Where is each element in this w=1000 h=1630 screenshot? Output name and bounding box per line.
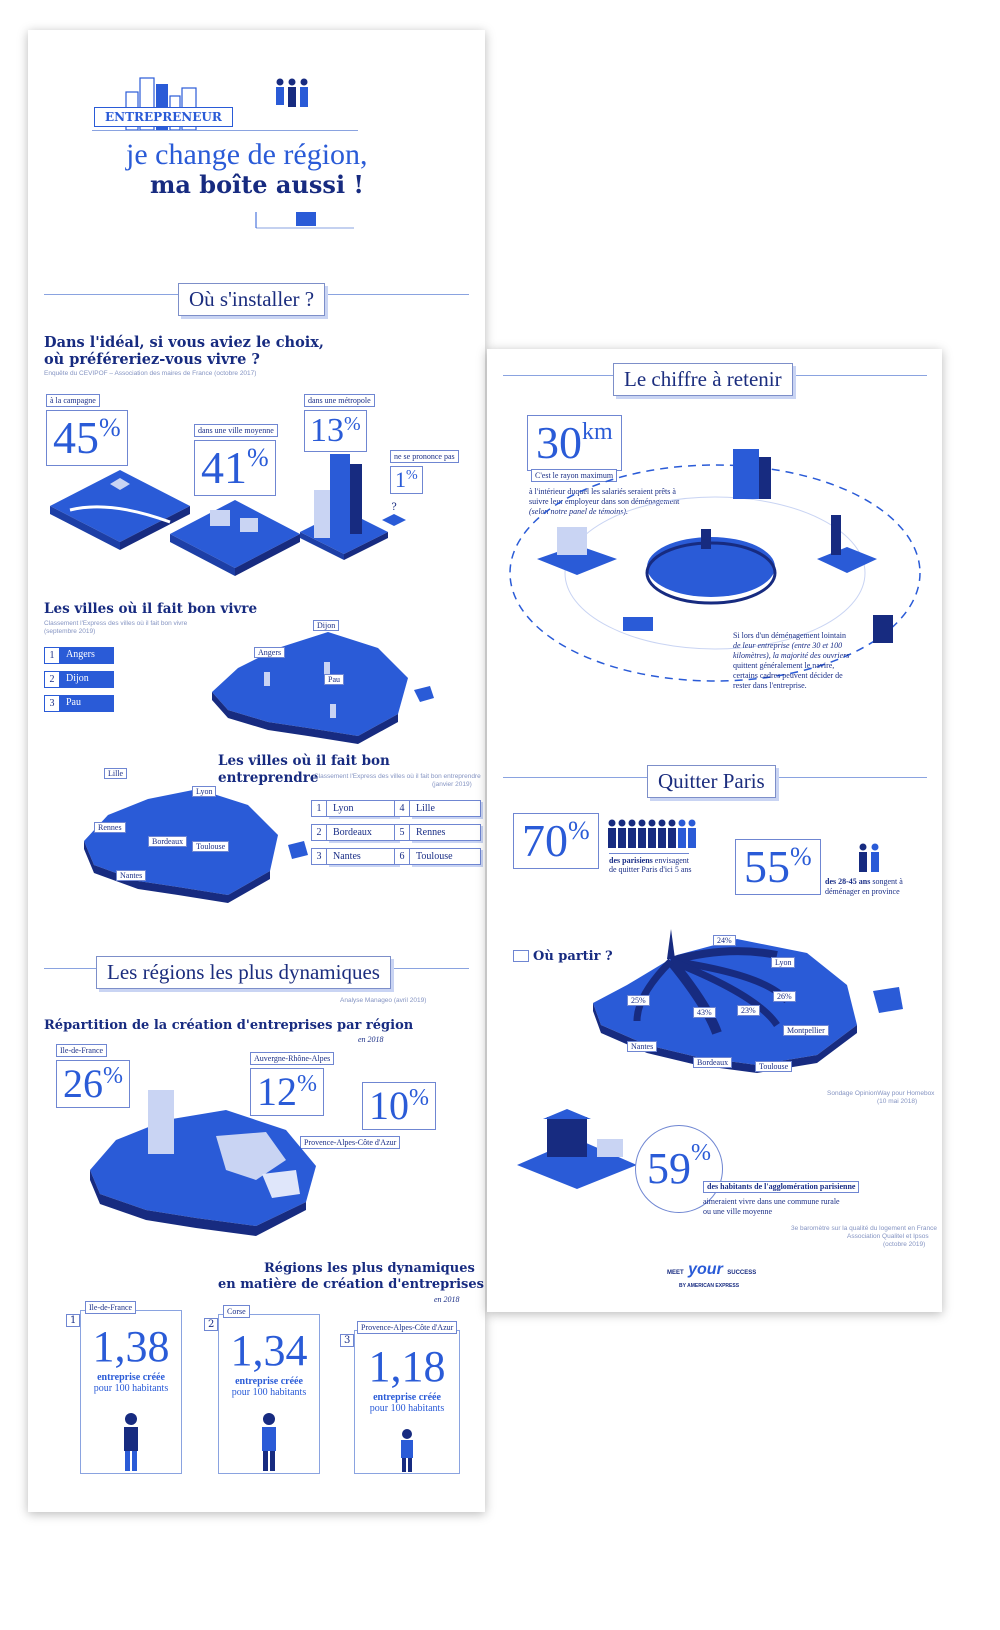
dynamic-card-3: [354, 1323, 460, 1474]
question-line-1: Dans l'idéal, si vous aviez le choix,: [44, 334, 324, 351]
stat-55-value: 55%: [735, 839, 821, 895]
km-note-4: quittent généralement le navire,: [733, 661, 835, 670]
bonvivre-source-2: (septembre 2019): [44, 628, 96, 635]
house-illustration: [517, 1109, 637, 1189]
bonvivre-rank-1: 1 Angers: [44, 647, 114, 664]
flow-pct-montpellier: 26%: [773, 991, 796, 1002]
share-value-ara: 12%: [250, 1068, 324, 1116]
amex-line: BY AMERICAN EXPRESS: [679, 1283, 740, 1289]
town-block: [170, 500, 300, 576]
section-title-quitter-paris: Quitter Paris: [647, 765, 776, 798]
map-city-lille: Lille: [104, 768, 127, 779]
card-value: 1,38: [92, 1322, 170, 1371]
section-title-regions: Les régions les plus dynamiques: [96, 956, 391, 989]
metropole-block: [300, 450, 388, 560]
map-city-lyon: Lyon: [192, 786, 216, 797]
card-value: 1,18: [368, 1342, 446, 1391]
card-unit-2: pour 100 habitants: [93, 1383, 169, 1394]
person-icon: [395, 1427, 419, 1473]
stat-59-text-1: des habitants de l'agglomération parisienne: [703, 1181, 859, 1193]
km-value: 30km: [527, 415, 622, 471]
entreprendre-rank-6: 6 Toulouse: [394, 848, 481, 865]
card-unit-1: entreprise créée: [97, 1372, 165, 1383]
pref-label-nsp: ne se prononce pas: [390, 450, 459, 463]
share-label-paca: Provence-Alpes-Côte d'Azur: [300, 1136, 400, 1149]
people-icon: [274, 78, 314, 114]
card-unit-2: pour 100 habitants: [231, 1387, 307, 1398]
map-city-toulouse: Toulouse: [192, 841, 229, 852]
flow-city-bordeaux: Bordeaux: [693, 1057, 732, 1068]
km-note-5: certains cadres peuvent décider de: [733, 671, 843, 680]
km-note-2: de leur entreprise (entre 30 et 100: [733, 641, 843, 650]
km-note-6: rester dans l'entreprise.: [733, 681, 807, 690]
entreprendre-rank-4: 4 Lille: [394, 800, 481, 817]
header-line-2: ma boîte aussi !: [150, 170, 364, 199]
crowd-icon: [607, 819, 703, 849]
share-value-idf: 26%: [56, 1060, 130, 1108]
header-line-1: je change de région,: [126, 138, 368, 171]
bonvivre-source-1: Classement l'Express des villes où il fait bon vivre: [44, 620, 188, 627]
share-value-paca: 10%: [362, 1082, 436, 1130]
stat-59-value: 59%: [635, 1125, 723, 1213]
right-infographic: [487, 349, 942, 1312]
entreprendre-title: Les villes où il fait bon entreprendre: [218, 753, 390, 786]
dynamic-rank-2: 2: [204, 1318, 218, 1331]
section-title-installer: Où s'installer ?: [178, 283, 325, 316]
flow-pct-bordeaux: 43%: [693, 1007, 716, 1018]
regions-year: en 2018: [358, 1035, 384, 1044]
card-region: Ile-de-France: [85, 1301, 136, 1314]
person-icon: [257, 1411, 281, 1471]
stat-59-text-2: aimeraient vivre dans une commune rurale: [703, 1197, 840, 1206]
regions-source: Analyse Manageo (avril 2019): [340, 997, 427, 1004]
card-region: Provence-Alpes-Côte d'Azur: [357, 1321, 457, 1334]
flow-pct-nantes: 25%: [627, 995, 650, 1006]
entreprendre-source-1: Classement l'Express des villes où il fait bon entreprendre: [314, 773, 481, 780]
bonvivre-rank-3: 3 Pau: [44, 695, 114, 712]
regions-subtitle: Répartition de la création d'entreprises par région: [44, 1018, 414, 1033]
question-line-2: où préféreriez-vous vivre ?: [44, 351, 260, 368]
flow-pct-lyon: 24%: [713, 935, 736, 946]
card-unit-1: entreprise créée: [373, 1392, 441, 1403]
stat-59-source-3: (octobre 2019): [883, 1241, 926, 1248]
flow-city-nantes: Nantes: [627, 1041, 657, 1052]
stat-70-text-2: de quitter Paris d'ici 5 ans: [609, 865, 692, 874]
flow-city-lyon: Lyon: [771, 957, 795, 968]
map-city-nantes: Nantes: [116, 870, 146, 881]
km-note-1: Si lors d'un déménagement lointain: [733, 631, 846, 640]
map-city-rennes: Rennes: [94, 822, 126, 833]
dynamic-title-1: Régions les plus dynamiques: [264, 1261, 475, 1276]
pref-value-ville-moyenne: 41%: [194, 440, 276, 496]
stat-55-text-2: déménager en province: [825, 887, 900, 896]
map-city-pau: Pau: [324, 674, 344, 685]
map-city-angers: Angers: [254, 647, 285, 658]
card-unit-2: pour 100 habitants: [369, 1403, 445, 1414]
flow-pct-toulouse: 23%: [737, 1005, 760, 1016]
dynamic-rank-3: 3: [340, 1334, 354, 1347]
share-label-ara: Auvergne-Rhône-Alpes: [250, 1052, 334, 1065]
stat-70-value: 70%: [513, 813, 599, 869]
box-icon: [256, 206, 356, 232]
radius-diagram: [501, 449, 931, 689]
km-tag: C'est le rayon maximum: [531, 469, 617, 482]
flow-city-montpellier: Montpellier: [783, 1025, 829, 1036]
meet-your-success-logo: MEET your SUCCESS: [667, 1261, 757, 1278]
entreprendre-rank-3: 3 Nantes: [311, 848, 398, 865]
stat-70-text-1: des parisiens envisagent: [609, 853, 689, 866]
svg-text:?: ?: [391, 502, 397, 513]
person-icon: [119, 1411, 143, 1471]
dynamic-title-2: en matière de création d'entreprises: [218, 1277, 484, 1292]
question-source: Enquête du CEVIPOF – Association des maires de France (octobre 2017): [44, 370, 257, 377]
flow-city-toulouse: Toulouse: [755, 1061, 792, 1072]
share-label-idf: Ile-de-France: [56, 1044, 107, 1057]
entreprendre-source-2: (janvier 2019): [432, 781, 472, 788]
partir-source-1: Sondage OpinionWay pour Homebox: [827, 1090, 935, 1097]
pref-label-metropole: dans une métropole: [304, 394, 375, 407]
km-note-3: kilomètres), la majorité des ouvriers: [733, 651, 850, 660]
stat-59-source-2: Association Qualitel et Ipsos: [847, 1233, 929, 1240]
card-unit-1: entreprise créée: [235, 1376, 303, 1387]
km-desc-2: suivre leur employeur dans son déménagement: [529, 497, 680, 506]
section-title-chiffre: Le chiffre à retenir: [613, 363, 793, 396]
entreprendre-rank-1: 1 Lyon: [311, 800, 398, 817]
km-desc-3: (selon notre panel de témoins).: [529, 507, 629, 516]
countryside-block: [50, 470, 190, 550]
entrepreneur-tag: ENTREPRENEUR: [94, 107, 233, 127]
pref-value-nsp: 1%: [390, 466, 423, 494]
dynamic-card-1: [80, 1303, 182, 1474]
pref-label-ville-moyenne: dans une ville moyenne: [194, 424, 278, 437]
entreprendre-rank-2: 2 Bordeaux: [311, 824, 398, 841]
signpost-icon: [513, 950, 529, 962]
partir-source-2: (10 mai 2018): [877, 1098, 918, 1105]
france-map-bonvivre: [208, 618, 438, 748]
map-city-dijon: Dijon: [313, 620, 339, 631]
map-city-bordeaux: Bordeaux: [148, 836, 187, 847]
question-cube: [382, 500, 406, 530]
dynamic-rank-1: 1: [66, 1314, 80, 1327]
stat-59-source-1: 3e baromètre sur la qualité du logement en France: [791, 1225, 937, 1232]
bonvivre-title: Les villes où il fait bon vivre: [44, 601, 258, 617]
card-region: Corse: [223, 1305, 250, 1318]
stat-59-text-3: ou une ville moyenne: [703, 1207, 773, 1216]
france-map-regions: [86, 1090, 336, 1250]
km-desc-1: à l'intérieur duquel les salariés seraient prêts à: [529, 487, 676, 496]
bonvivre-rank-2: 2 Dijon: [44, 671, 114, 688]
card-value: 1,34: [230, 1326, 308, 1375]
stat-55-text-1: des 28-45 ans songent à: [825, 877, 903, 886]
pref-value-campagne: 45%: [46, 410, 128, 466]
pref-label-campagne: à la campagne: [46, 394, 100, 407]
ou-partir-label: Où partir ?: [513, 945, 613, 965]
couple-icon: [857, 843, 881, 873]
entreprendre-rank-5: 5 Rennes: [394, 824, 481, 841]
pref-value-metropole: 13%: [304, 410, 367, 452]
left-infographic: [28, 30, 485, 1512]
dynamic-card-2: [218, 1307, 320, 1474]
dynamic-year: en 2018: [434, 1295, 460, 1304]
